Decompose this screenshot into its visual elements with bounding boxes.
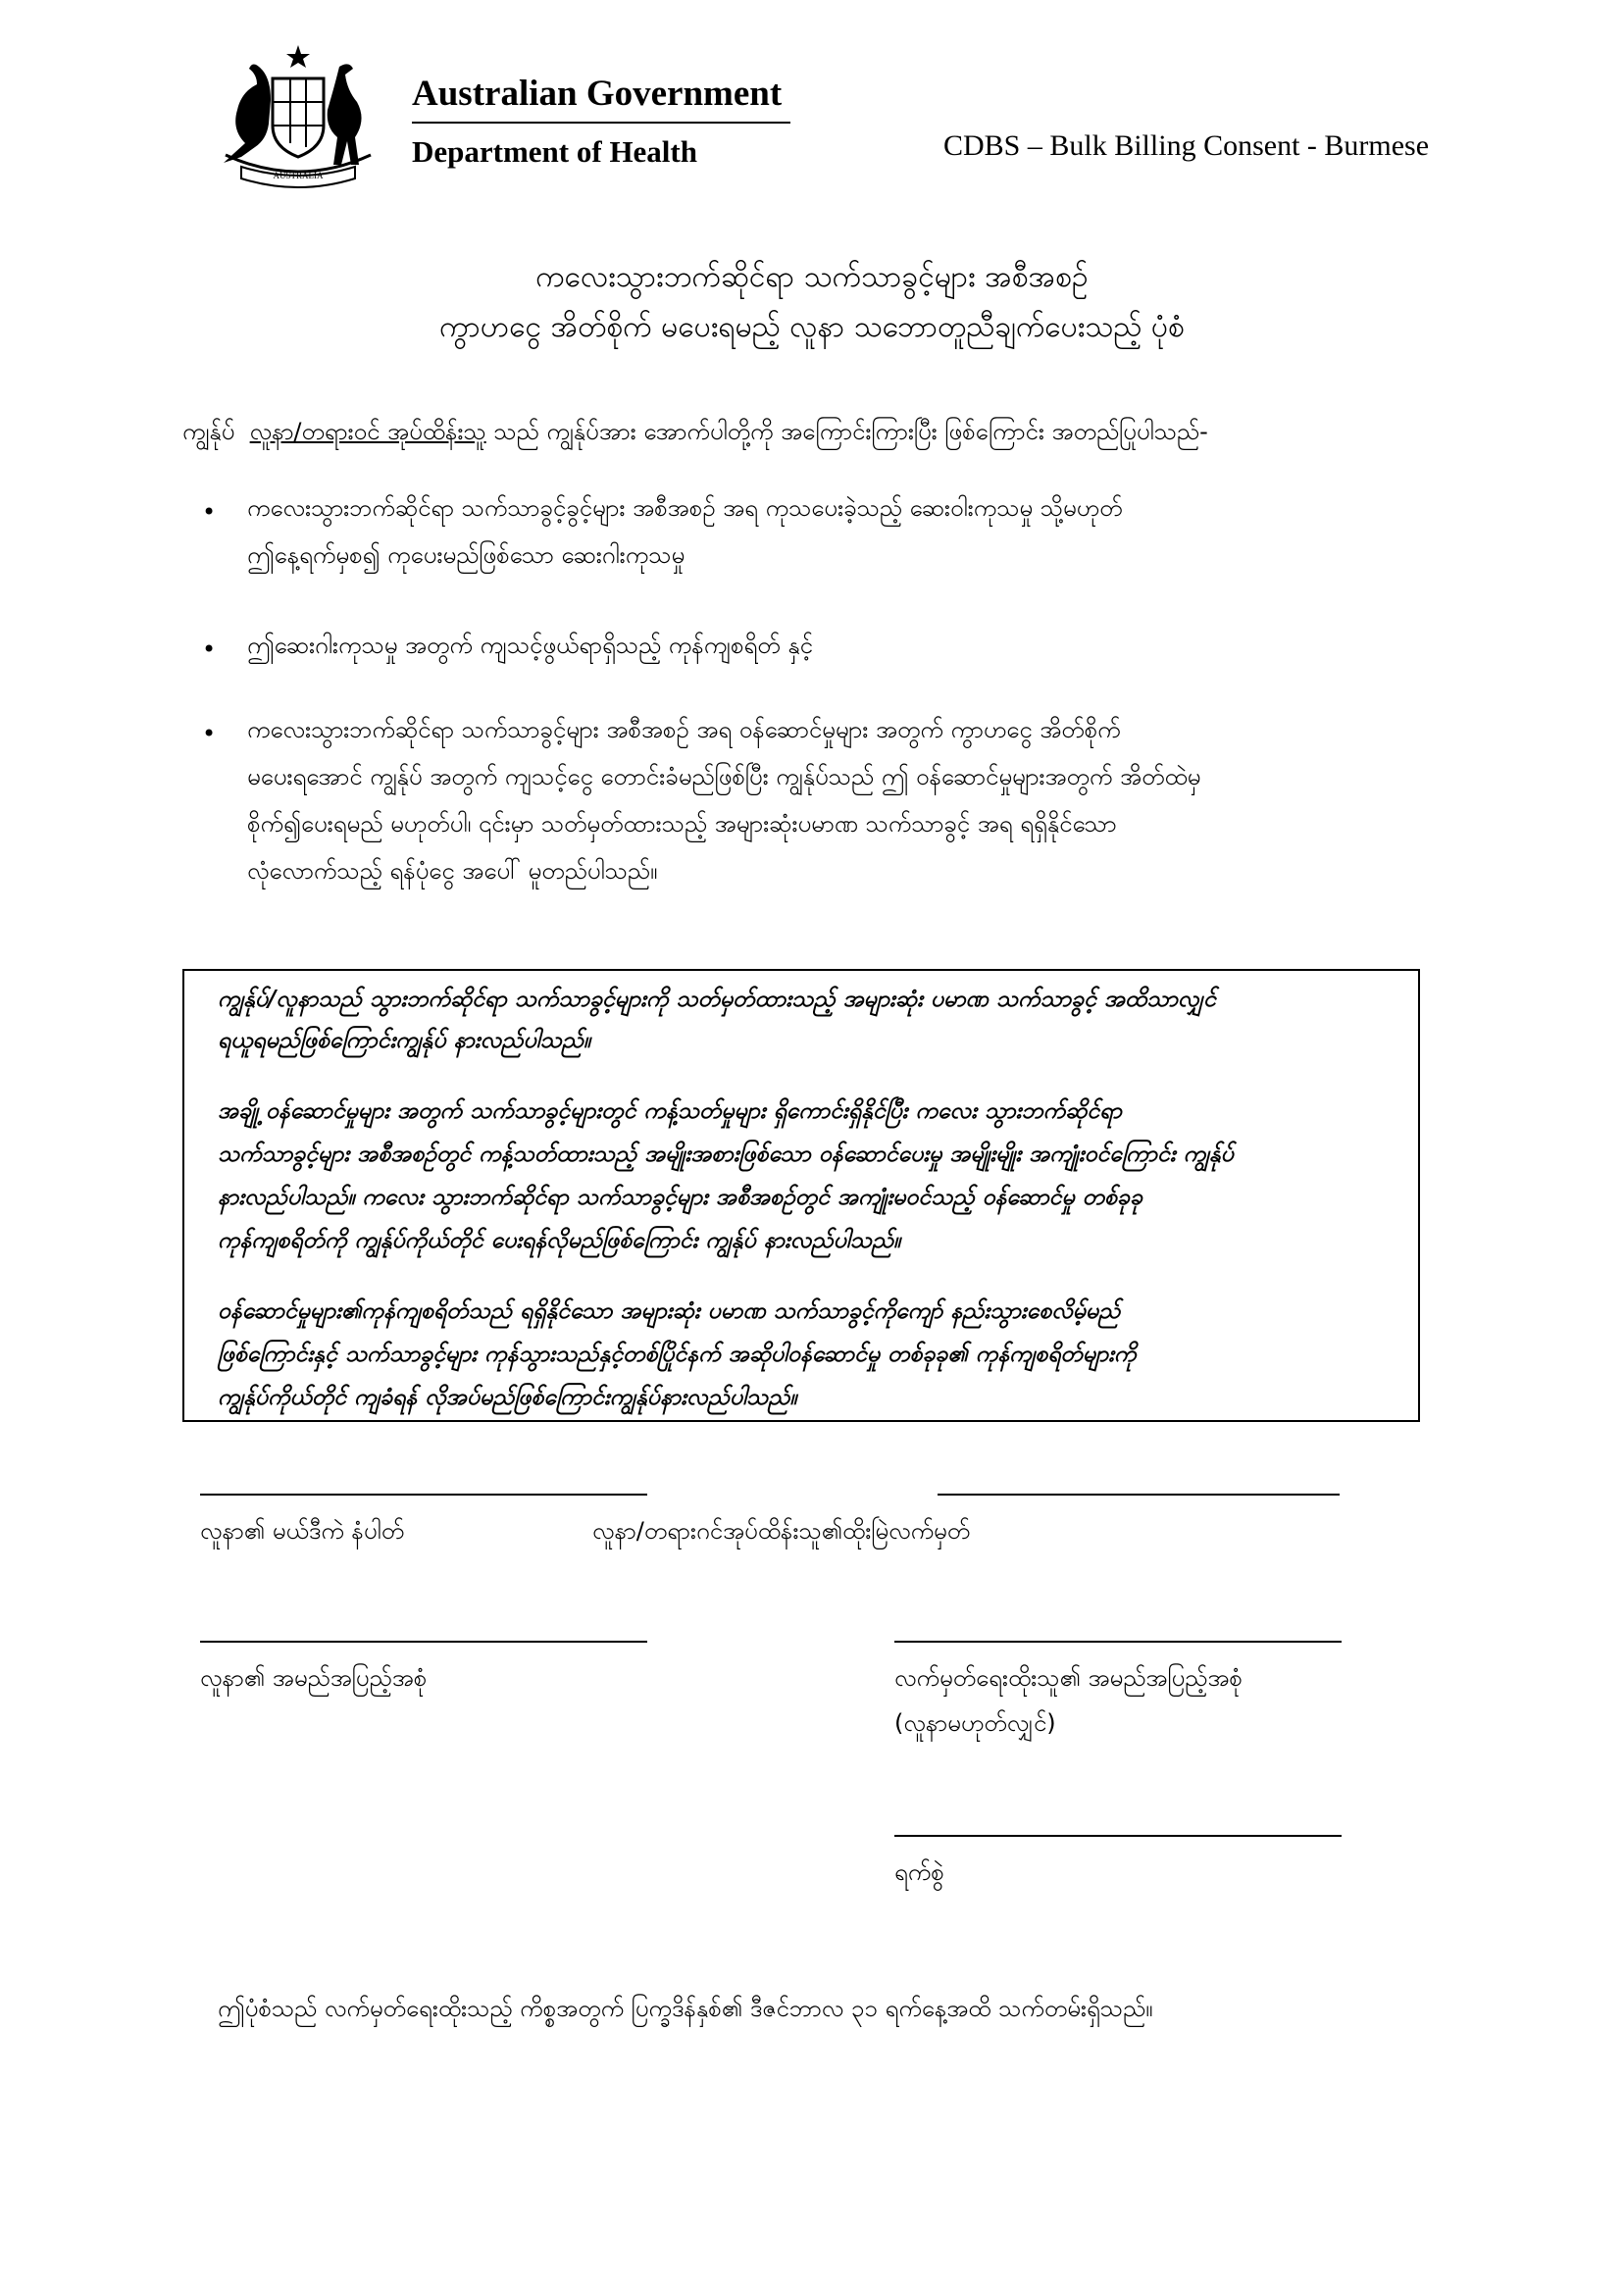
bullet-3-line-1: ကလေးသွားဘက်ဆိုင်ရာ သက်သာခွင့်များ အစီအစဉ် အရ ဝန်ဆောင်မှုများ အတွက် ကွာဟငွေ အိတ်စိုက် bbox=[247, 716, 1121, 743]
intro-prefix: ကျွန်ုပ် bbox=[182, 418, 235, 445]
bullet-3-line-3: စိုက်၍ပေးရမည် မဟုတ်ပါ၊ ၎င်းမှာ သတ်မှတ်ထားသည့် အများဆုံးပမာဏ သက်သာခွင့် အရ ရရှိနိုင်သော bbox=[247, 810, 1117, 838]
guardian-signature-line[interactable] bbox=[938, 1494, 1340, 1496]
svg-text:AUSTRALIA: AUSTRALIA bbox=[273, 171, 324, 180]
declaration-line: ကျွန်ုပ်/လူနာသည် သွားဘက်ဆိုင်ရာ သက်သာခွင့်များကို သတ်မှတ်ထားသည့် အများဆုံး ပမာဏ သက်သာခွင့် အထိသာလျှင် bbox=[218, 987, 1216, 1012]
bullet-1-line-1: ကလေးသွားဘက်ဆိုင်ရာ သက်သာခွင့်ခွင့်များ အစီအစဉ် အရ ကုသပေးခဲ့သည့် ဆေးဝါးကုသမှု သို့မဟုတ် bbox=[247, 494, 1123, 522]
date-label: ရက်စွဲ bbox=[894, 1858, 944, 1886]
signer-name-label: လက်မှတ်ရေးထိုးသူ၏ အမည်အပြည့်အစုံ bbox=[894, 1664, 1243, 1692]
agency-name: Australian Government bbox=[412, 74, 783, 114]
signer-name-line[interactable] bbox=[894, 1641, 1342, 1643]
intro-role: လူနာ/တရားဝင် အုပ်ထိန်းသူ bbox=[249, 418, 486, 445]
coat-of-arms-icon bbox=[202, 41, 394, 188]
form-subtitle: ကွာဟငွေ အိတ်စိုက် မပေးရမည့် လူနာ သဘောတူညီချက်ပေးသည့် ပုံစံ bbox=[439, 310, 1185, 344]
declaration-line: သက်သာခွင့်များ အစီအစဉ်တွင် ကန့်သတ်ထားသည့် အမျိုးအစားဖြစ်သော ဝန်ဆောင်ပေးမှု အမျိုးမျိုး အကျုံးဝင်ကြောင်း ကျွန်ုပ် bbox=[218, 1142, 1234, 1167]
agency-block bbox=[412, 73, 794, 171]
bullet-marker: • bbox=[202, 635, 217, 663]
declaration-line: ဝန်ဆောင်မှုများ၏ကုန်ကျစရိတ်သည် ရရှိနိုင်သော အများဆုံး ပမာဏ သက်သာခွင့်ကိုကျော် နည်းသွားစေလိမ့်မည် bbox=[218, 1298, 1121, 1324]
declaration-line: ကုန်ကျစရိတ်ကို ကျွန်ုပ်ကိုယ်တိုင် ပေးရန်လိုမည်ဖြစ်ကြောင်း ကျွန်ုပ် နားလည်ပါသည်။ bbox=[218, 1228, 901, 1253]
signer-note: (လူနာမဟုတ်လျှင်) bbox=[894, 1709, 1056, 1737]
intro-statement bbox=[182, 416, 1208, 451]
bullet-3-line-4: လုံလောက်သည့် ရန်ပုံငွေ အပေါ် မူတည်ပါသည်။ bbox=[247, 857, 658, 885]
declaration-line: နားလည်ပါသည်။ ကလေး သွားဘက်ဆိုင်ရာ သက်သာခွင့်များ အစီအစဉ်တွင် အကျုံးမဝင်သည့် ဝန်ဆောင်မှု တစ်ခုခု bbox=[218, 1185, 1142, 1210]
bullet-1-line-2: ဤနေ့ရက်မှစ၍ ကုပေးမည်ဖြစ်သော ဆေးဂါးကုသမှု bbox=[247, 541, 685, 569]
department-name: Department of Health bbox=[412, 134, 697, 169]
bullet-marker: • bbox=[202, 720, 217, 747]
agency-divider bbox=[412, 122, 790, 124]
declaration-line: အချို့ ဝန်ဆောင်မှုများ အတွက် သက်သာခွင့်များတွင် ကန့်သတ်မှုများ ရှိကောင်းရှိနိုင်ပြီး ကလေး သွားဘက်ဆိုင်ရာ bbox=[218, 1098, 1122, 1124]
patient-name-label: လူနာ၏ အမည်အပြည့်အစုံ bbox=[200, 1664, 428, 1692]
intro-suffix: သည် ကျွန်ုပ်အား အောက်ပါတို့ကို အကြောင်းကြားပြီး ဖြစ်ကြောင်း အတည်ပြုပါသည်- bbox=[493, 418, 1208, 445]
declaration-line: ရယူရမည်ဖြစ်ကြောင်းကျွန်ုပ် နားလည်ပါသည်။ bbox=[218, 1028, 591, 1053]
medicare-number-line[interactable] bbox=[200, 1494, 647, 1496]
bullet-marker: • bbox=[202, 498, 217, 526]
declaration-line: ဖြစ်ကြောင်းနှင့် သက်သာခွင့်များ ကုန်သွားသည်နှင့်တစ်ပြိုင်နက် အဆိုပါဝန်ဆောင်မှု တစ်ခုခု၏ ကုန်ကျစရိတ်များကို bbox=[218, 1342, 1137, 1367]
declaration-line: ကျွန်ုပ်ကိုယ်တိုင် ကျခံရန် လိုအပ်မည်ဖြစ်ကြောင်းကျွန်ုပ်နားလည်ပါသည်။ bbox=[218, 1385, 797, 1410]
bullet-3-line-2: မပေးရအောင် ကျွန်ုပ် အတွက် ကျသင့်ငွေ တောင်းခံမည်ဖြစ်ပြီး ကျွန်ုပ်သည် ဤ ဝန်ဆောင်မှုများအတွက် အိတ်ထဲမှ bbox=[247, 763, 1201, 790]
form-title: ကလေးသွားဘက်ဆိုင်ရာ သက်သာခွင့်များ အစီအစဉ် bbox=[535, 260, 1089, 294]
document-code: CDBS – Bulk Billing Consent - Burmese bbox=[943, 129, 1430, 162]
medicare-number-label: လူနာ၏ မယ်ဒီကဲ နံပါတ် bbox=[200, 1517, 405, 1545]
patient-name-line[interactable] bbox=[200, 1641, 647, 1643]
date-line[interactable] bbox=[894, 1835, 1342, 1837]
bullet-2-line-1: ဤဆေးဂါးကုသမှု အတွက် ကျသင့်ဖွယ်ရာရှိသည့် ကုန်ကျစရိတ် နှင့် bbox=[247, 632, 813, 659]
guardian-signature-label: လူနာ/တရားဂင်အုပ်ထိန်းသူ၏ထိုးမြဲလက်မှတ် bbox=[592, 1517, 971, 1545]
validity-note: ဤပုံစံသည် လက်မှတ်ရေးထိုးသည့် ကိစ္စအတွက် ပြက္ခဒိန်နှစ်၏ ဒီဇင်ဘာလ ၃၁ ရက်နေ့အထိ သက်တမ်းရှိသည်။ bbox=[218, 1995, 1153, 2022]
